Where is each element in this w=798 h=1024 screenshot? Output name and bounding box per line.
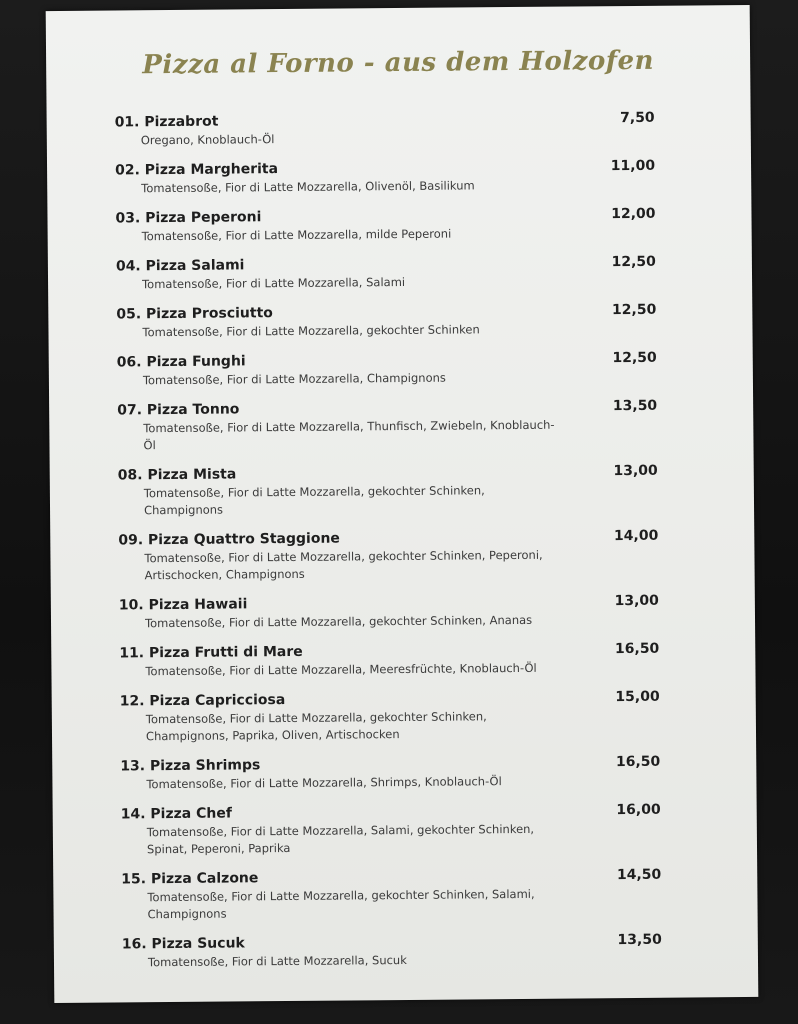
menu-item — [117, 349, 657, 390]
item-name: 03. Pizza Peperoni — [115, 209, 262, 227]
menu-item — [117, 397, 657, 455]
item-description: Tomatensoße, Fior di Latte Mozzarella, milde Peperoni — [141, 226, 452, 244]
item-description: Tomatensoße, Fior di Latte Mozzarella, Olivenöl, Basilikum — [141, 178, 475, 196]
item-price: 13,50 — [612, 397, 658, 415]
item-name: 13. Pizza Shrimps — [120, 757, 261, 775]
item-name: 04. Pizza Salami — [115, 257, 245, 275]
menu-item — [121, 866, 661, 924]
item-name: 10. Pizza Hawaii — [118, 596, 248, 614]
menu-item — [115, 205, 655, 246]
item-price: 13,50 — [617, 931, 662, 949]
item-name: 11. Pizza Frutti di Mare — [119, 643, 303, 662]
menu-item — [120, 688, 660, 746]
menu-item — [115, 157, 655, 198]
menu-item — [116, 253, 656, 294]
menu-sheet — [46, 5, 759, 1003]
item-description: Tomatensoße, Fior di Latte Mozzarella, Thunfisch, Zwiebeln, Knoblauch-Öl — [143, 417, 555, 453]
item-name: 12. Pizza Capricciosa — [119, 692, 286, 710]
item-name: 16. Pizza Sucuk — [121, 935, 245, 953]
item-name: 05. Pizza Prosciutto — [116, 305, 273, 323]
menu-item — [120, 753, 660, 794]
item-price: 11,00 — [610, 157, 656, 175]
item-name: 15. Pizza Calzone — [121, 870, 259, 888]
item-price: 16,50 — [614, 640, 660, 658]
item-description: Tomatensoße, Fior di Latte Mozzarella, Meeresfrüchte, Knoblauch-Öl — [145, 660, 537, 679]
item-description: Tomatensoße, Fior di Latte Mozzarella, Champignons — [142, 370, 446, 388]
item-name: 14. Pizza Chef — [120, 805, 232, 823]
menu-item — [119, 592, 659, 633]
menu-list — [115, 109, 662, 972]
item-price: 14,00 — [613, 527, 659, 545]
item-name: 08. Pizza Mista — [117, 466, 237, 484]
item-name: 02. Pizza Margherita — [115, 161, 279, 179]
item-description: Tomatensoße, Fior di Latte Mozzarella, Shrimps, Knoblauch-Öl — [146, 774, 502, 792]
menu-item — [119, 640, 659, 681]
item-name: 01. Pizzabrot — [114, 113, 219, 131]
item-description: Tomatensoße, Fior di Latte Mozzarella, gekochter Schinken, Champignons — [143, 483, 485, 518]
item-price: 16,50 — [615, 753, 661, 771]
item-price: 12,50 — [611, 253, 656, 271]
item-description: Tomatensoße, Fior di Latte Mozzarella, gekochter Schinken, Peperoni, Artischocken, Champignons — [144, 547, 543, 583]
menu-item — [121, 801, 661, 859]
item-description: Tomatensoße, Fior di Latte Mozzarella, gekochter Schinken — [142, 322, 480, 340]
item-price: 13,00 — [614, 592, 659, 610]
item-price: 12,50 — [611, 301, 657, 319]
item-price: 13,00 — [613, 462, 658, 480]
item-name: 07. Pizza Tonno — [117, 401, 240, 419]
menu-item — [116, 301, 656, 342]
item-description: Tomatensoße, Fior di Latte Mozzarella, Sucuk — [147, 952, 407, 970]
item-price: 14,50 — [616, 866, 662, 884]
item-price: 12,00 — [611, 205, 656, 223]
item-description: Tomatensoße, Fior di Latte Mozzarella, Salami — [142, 274, 406, 292]
menu-item — [115, 109, 655, 150]
item-price: 16,00 — [616, 801, 661, 819]
item-price: 7,50 — [620, 109, 655, 127]
item-price: 15,00 — [615, 688, 660, 706]
item-description: Tomatensoße, Fior di Latte Mozzarella, gekochter Schinken, Salami, Champignons — [147, 886, 535, 922]
item-description: Oregano, Knoblauch-Öl — [140, 132, 275, 148]
menu-item — [118, 527, 658, 585]
item-description: Tomatensoße, Fior di Latte Mozzarella, gekochter Schinken, Champignons, Paprika, Oliven, Artischocken — [145, 709, 487, 744]
item-price: 12,50 — [612, 349, 657, 367]
item-name: 06. Pizza Funghi — [116, 353, 246, 371]
menu-item — [122, 931, 662, 972]
menu-item — [118, 462, 658, 520]
item-description: Tomatensoße, Fior di Latte Mozzarella, Salami, gekochter Schinken, Spinat, Peperoni, Paprika — [146, 821, 535, 857]
item-description: Tomatensoße, Fior di Latte Mozzarella, gekochter Schinken, Ananas — [144, 612, 533, 631]
menu-title: Pizza al Forno - aus dem Holzofen — [142, 45, 655, 81]
item-name: 09. Pizza Quattro Staggione — [118, 530, 340, 549]
